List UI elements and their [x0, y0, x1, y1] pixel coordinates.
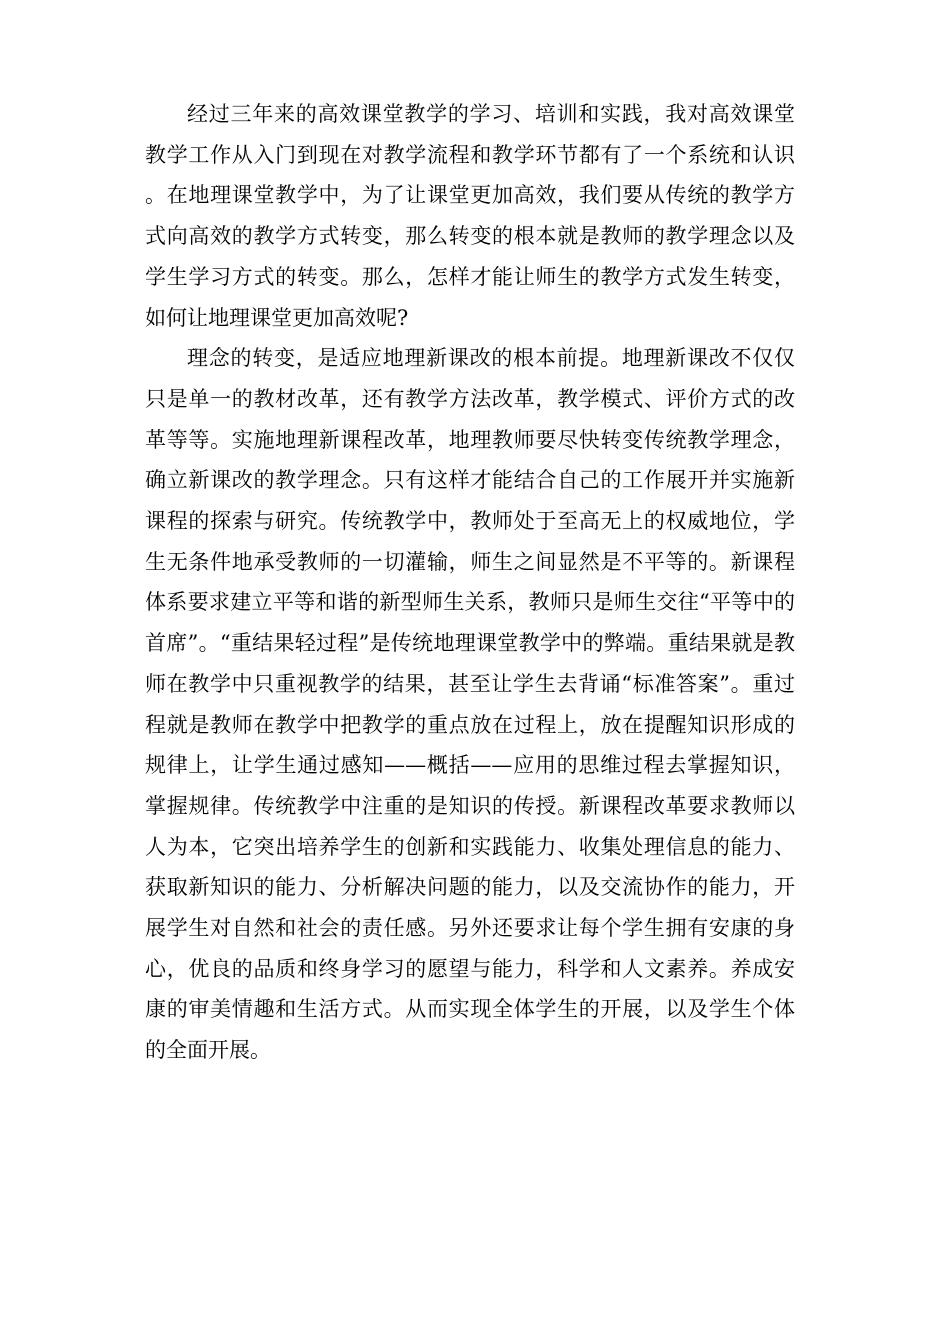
paragraph-concept-change: 理念的转变，是适应地理新课改的根本前提。地理新课改不仅仅只是单一的教材改革，还有教学方法改革，教学模式、评价方式的改革等等。实施地理新课程改革，地理教师要尽快转变传统教学理念，确立新课改的教学理念。只有这样才能结合自己的工作展开并实施新课程的探索与研究。传统教学中，教师处于至高无上的权威地位，学生无条件地承受教师的一切灌输，师生之间显然是不平等的。新课程体系要求建立平等和谐的新型师生关系，教师只是师生交往“平等中的首席”。“重结果轻过程”是传统地理课堂教学中的弊端。重结果就是教师在教学中只重视教学的结果，甚至让学生去背诵“标准答案”。重过程就是教师在教学中把教学的重点放在过程上，放在提醒知识形成的规律上，让学生通过感知——概括——应用的思维过程去掌握知识，掌握规律。传统教学中注重的是知识的传授。新课程改革要求教师以人为本，它突出培养学生的创新和实践能力、收集处理信息的能力、获取新知识的能力、分析解决问题的能力，以及交流协作的能力，开展学生对自然和社会的责任感。另外还要求让每个学生拥有安康的身心，优良的品质和终身学习的愿望与能力，科学和人文素养。养成安康的审美情趣和生活方式。从而实现全体学生的开展，以及学生个体的全面开展。 [145, 346, 795, 1063]
document-page [145, 94, 795, 1071]
paragraph-intro: 经过三年来的高效课堂教学的学习、培训和实践，我对高效课堂教学工作从入门到现在对教学流程和教学环节都有了一个系统和认识。在地理课堂教学中，为了让课堂更加高效，我们要从传统的教学方式向高效的教学方式转变，那么转变的根本就是教师的教学理念以及学生学习方式的转变。那么，怎样才能让师生的教学方式发生转变，如何让地理课堂更加高效呢? [145, 102, 795, 330]
